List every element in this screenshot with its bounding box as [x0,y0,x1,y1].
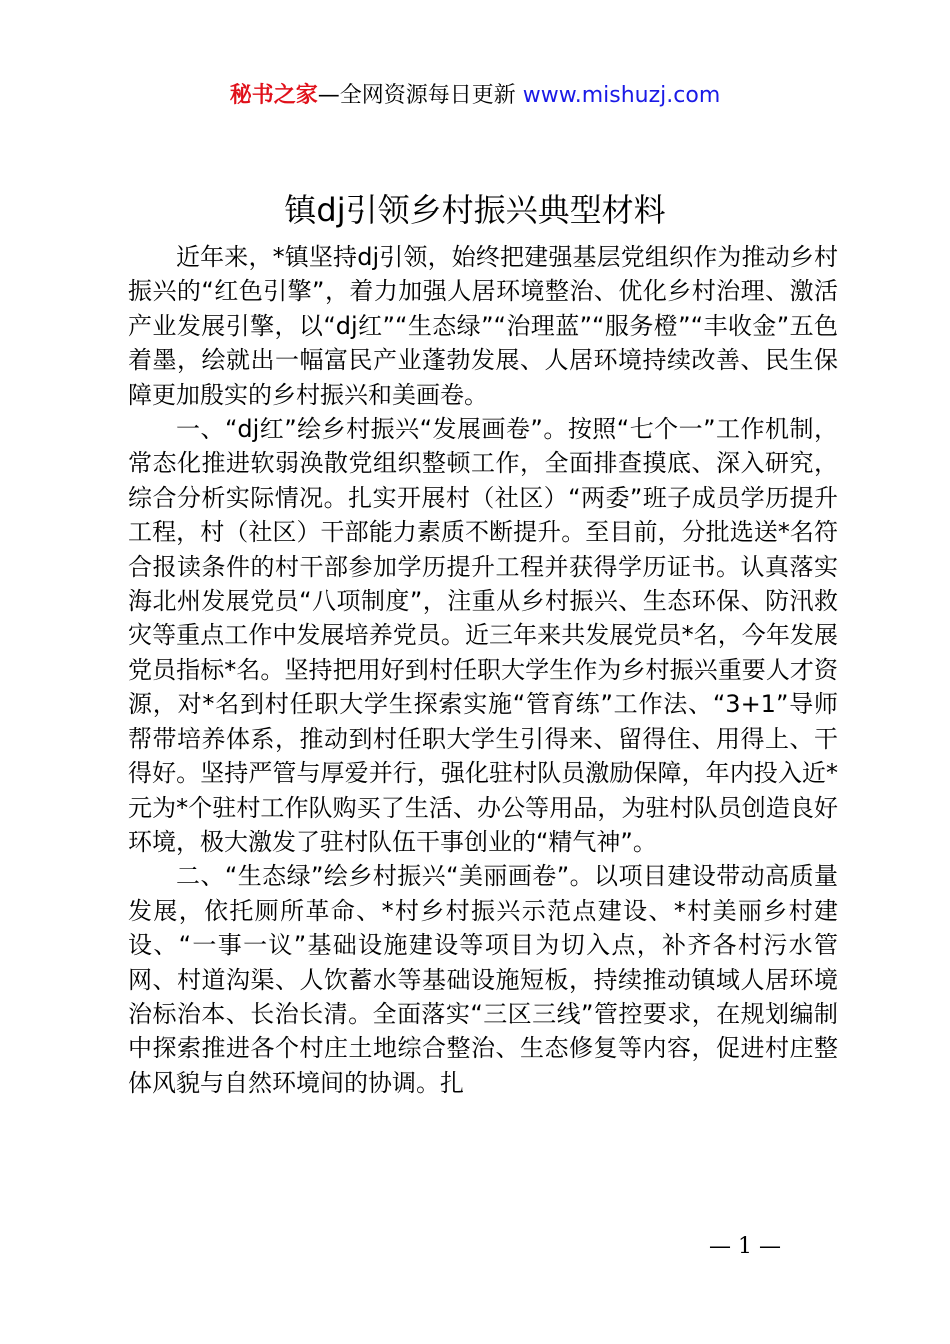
document-body [128,240,838,1100]
site-header [0,80,950,112]
site-url-link[interactable]: www.mishuzj.com [522,83,721,108]
page-number: — 1 — [709,1234,781,1259]
paragraph-section-2: 二、“生态绿”绘乡村振兴“美丽画卷”。以项目建设带动高质量发展，依托厕所革命、*村乡村振兴示范点建设、*村美丽乡村建设、“一事一议”基础设施建设等项目为切入点，补齐各村污水管网、村道沟渠、人饮蓄水等基础设施短板，持续推动镇域人居环境治标治本、长治长清。全面落实“三区三线”管控要求，在规划编制中探索推进各个村庄土地综合整治、生态修复等内容，促进村庄整体风貌与自然环境间的协调。扎 [128,862,838,1097]
site-slogan: —全网资源每日更新 [317,83,523,108]
paragraph-intro: 近年来，*镇坚持dj引领，始终把建强基层党组织作为推动乡村振兴的“红色引擎”，着力加强人居环境整治、优化乡村治理、激活产业发展引擎，以“dj红”“生态绿”“治理蓝”“服务橙”“丰收金”五色着墨，绘就出一幅富民产业蓬勃发展、人居环境持续改善、民生保障更加殷实的乡村振兴和美画卷。 [128,243,838,409]
paragraph-section-1: 一、“dj红”绘乡村振兴“发展画卷”。按照“七个一”工作机制，常态化推进软弱涣散党组织整顿工作，全面排查摸底、深入研究，综合分析实际情况。扎实开展村（社区）“两委”班子成员学历提升工程，村（社区）干部能力素质不断提升。至目前，分批选送*名符合报读条件的村干部参加学历提升工程并获得学历证书。认真落实海北州发展党员“八项制度”，注重从乡村振兴、生态环保、防汛救灾等重点工作中发展培养党员。近三年来共发展党员*名，今年发展党员指标*名。坚持把用好到村任职大学生作为乡村振兴重要人才资源，对*名到村任职大学生探索实施“管育练”工作法、“3+1”导师帮带培养体系，推动到村任职大学生引得来、留得住、用得上、干得好。坚持严管与厚爱并行，强化驻村队员激励保障，年内投入近*元为*个驻村工作队购买了生活、办公等用品，为驻村队员创造良好环境，极大激发了驻村队伍干事创业的“精气神”。 [128,415,838,856]
document-title: 镇dj引领乡村振兴典型材料 [284,191,666,229]
site-brand: 秘书之家 [229,83,318,108]
